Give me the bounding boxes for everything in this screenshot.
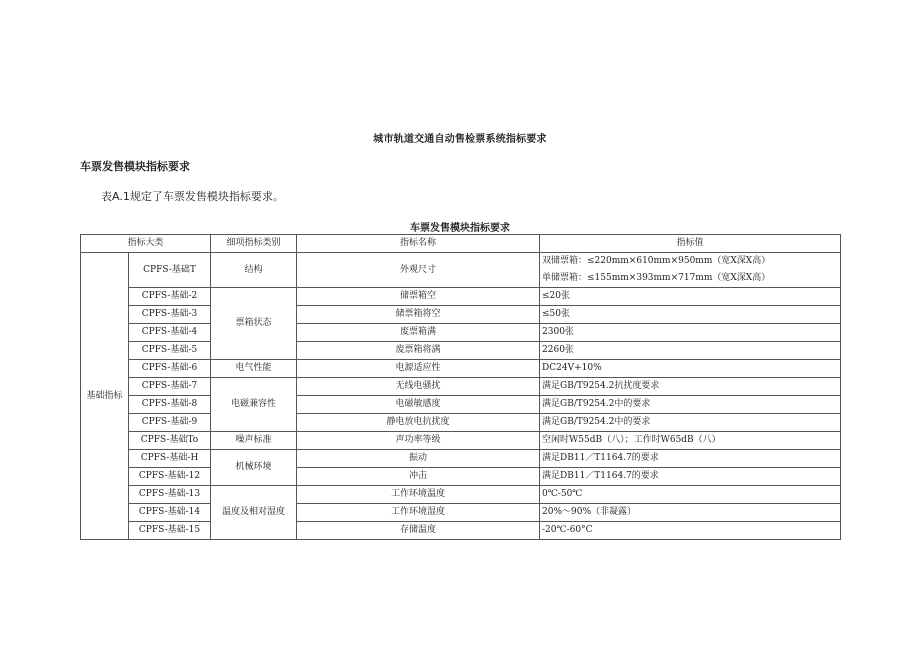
section-heading: 车票发售模块指标要求 (80, 160, 190, 173)
name-cell: 工作环境温度 (297, 486, 540, 504)
value-cell: 满足DB11／T1164.7的要求 (540, 468, 841, 486)
name-cell: 外观尺寸 (297, 253, 540, 288)
table-row (81, 522, 841, 540)
value-cell: 空闲时W55dB（八）；工作时W65dB（八） (540, 432, 841, 450)
document-title: 城市轨道交通自动售检票系统指标要求 (373, 134, 547, 145)
value-cell: 满足GB/T9254.2抗扰度要求 (540, 378, 841, 396)
value-cell: 满足GB/T9254.2中的要求 (540, 414, 841, 432)
value-line: 单储票箱：≤155mm×393mm×717mm（宽X深X高） (542, 273, 771, 283)
code-cell: CPFS-基础-H (129, 450, 211, 468)
code-cell: CPFS-基础-7 (129, 378, 211, 396)
code-cell: CPFS-基础-13 (129, 486, 211, 504)
spec-table (80, 234, 841, 540)
value-cell: 2260张 (540, 342, 841, 360)
table-row (81, 253, 841, 288)
table-row (81, 414, 841, 432)
table-row (81, 378, 841, 396)
group-cell: 机械环境 (211, 450, 297, 486)
group-cell: 温度及相对湿度 (211, 486, 297, 540)
value-cell: 满足GB/T9254.2中的要求 (540, 396, 841, 414)
name-cell: 无线电骚扰 (297, 378, 540, 396)
name-cell: 废票箱满 (297, 324, 540, 342)
value-cell: 2300张 (540, 324, 841, 342)
code-cell: CPFS-基础-4 (129, 324, 211, 342)
header-major-category: 指标大类 (81, 235, 211, 253)
name-cell: 废票箱将满 (297, 342, 540, 360)
header-sub-category: 细项指标类别 (211, 235, 297, 253)
code-cell: CPFS-基础-8 (129, 396, 211, 414)
value-cell: 20%～90%（非凝露） (540, 504, 841, 522)
value-line: 双储票箱：≤220mm×610mm×950mm（宽X深X高） (542, 256, 771, 266)
name-cell: 冲击 (297, 468, 540, 486)
code-cell: CPFS-基础-14 (129, 504, 211, 522)
value-cell: 满足DB11／T1164.7的要求 (540, 450, 841, 468)
value-cell (540, 253, 841, 288)
table-header-row (81, 235, 841, 253)
value-cell: ≤50张 (540, 306, 841, 324)
name-cell: 振动 (297, 450, 540, 468)
code-cell: CPFS-基础-12 (129, 468, 211, 486)
table-row (81, 486, 841, 504)
group-cell: 结构 (211, 253, 297, 288)
table-row (81, 342, 841, 360)
table-row (81, 396, 841, 414)
major-category-cell: 基础指标 (81, 253, 129, 540)
group-cell: 电磁兼容性 (211, 378, 297, 432)
code-cell: CPFS-基础-3 (129, 306, 211, 324)
name-cell: 储票箱将空 (297, 306, 540, 324)
code-cell: CPFS-基础T (129, 253, 211, 288)
name-cell: 存储温度 (297, 522, 540, 540)
name-cell: 声功率等级 (297, 432, 540, 450)
name-cell: 电磁敏感度 (297, 396, 540, 414)
code-cell: CPFS-基础-2 (129, 288, 211, 306)
code-cell: CPFS-基础-5 (129, 342, 211, 360)
table-row (81, 288, 841, 306)
table-row (81, 504, 841, 522)
value-cell: DC24V+10% (540, 360, 841, 378)
table-row (81, 468, 841, 486)
table-row (81, 324, 841, 342)
table-row (81, 450, 841, 468)
group-cell: 票箱状态 (211, 288, 297, 360)
code-cell: CPFS-基础To (129, 432, 211, 450)
group-cell: 电气性能 (211, 360, 297, 378)
header-indicator-value: 指标值 (540, 235, 841, 253)
header-indicator-name: 指标名称 (297, 235, 540, 253)
value-cell: -20℃-60°C (540, 522, 841, 540)
group-cell: 噪声标准 (211, 432, 297, 450)
code-cell: CPFS-基础-9 (129, 414, 211, 432)
table-row (81, 432, 841, 450)
table-row (81, 306, 841, 324)
value-cell: ≤20张 (540, 288, 841, 306)
intro-paragraph: 表A.1规定了车票发售模块指标要求。 (101, 190, 284, 203)
table-caption: 车票发售模块指标要求 (410, 223, 510, 234)
name-cell: 静电放电抗扰度 (297, 414, 540, 432)
value-cell: 0℃-50℃ (540, 486, 841, 504)
table-row (81, 360, 841, 378)
name-cell: 电源适应性 (297, 360, 540, 378)
name-cell: 储票箱空 (297, 288, 540, 306)
name-cell: 工作环境湿度 (297, 504, 540, 522)
code-cell: CPFS-基础-15 (129, 522, 211, 540)
code-cell: CPFS-基础-6 (129, 360, 211, 378)
